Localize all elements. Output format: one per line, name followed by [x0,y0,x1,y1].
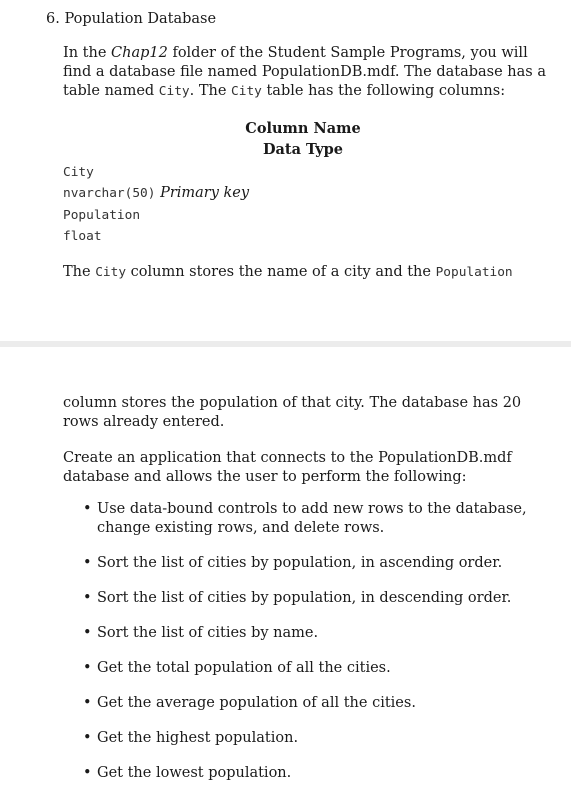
bullet-icon: • [83,765,92,781]
table-row-1-type [63,183,249,204]
bullet-icon: • [83,590,92,606]
stores-column-population: Population [435,265,513,280]
intro-text-4: table has the following columns: [261,83,506,99]
document-page-2 [0,347,571,808]
list-item: • Use data-bound controls to add new rows to the database, change existing rows, and delete rows. [83,501,527,536]
list-item: • Sort the list of cities by population, in ascending order. [83,555,503,571]
list-item: • Sort the list of cities by name. [83,625,319,641]
bullet-icon: • [83,555,92,571]
list-item: • Get the lowest population. [83,765,292,781]
document-page-1 [0,0,571,341]
bullet-icon: • [83,695,92,711]
table-row-2-type: float [63,229,102,244]
table-header-data-type: Data Type [262,141,344,158]
intro-table-name-2: City [231,84,262,99]
table-row-1-type-value: nvarchar(50) [63,186,156,201]
bullet-icon: • [83,501,92,517]
intro-folder-name: Chap12 [111,45,168,61]
bullet-icon: • [83,730,92,746]
intro-text-3: . The [189,83,232,99]
intro-table-name-1: City [158,84,190,99]
table-row-1-note: Primary key [160,185,250,201]
list-item: • Get the average population of all the cities. [83,695,416,711]
list-item: • Get the highest population. [83,730,299,746]
list-item: • Sort the list of cities by population, in descending order. [83,590,512,606]
intro-paragraph [63,44,553,101]
stores-column-city: City [95,265,127,280]
table-header-column-name: Column Name [245,120,361,137]
task-bullet-list [83,500,543,799]
intro-text-1: In the [63,45,112,61]
bullet-icon: • [83,660,92,676]
exercise-heading: 6. Population Database [46,11,217,27]
bullet-icon: • [83,625,92,641]
task-paragraph: Create an application that connects to the PopulationDB.mdf database and allows the user to perform the following: [63,450,512,485]
continued-paragraph: column stores the population of that city. The database has 20 rows already entered. [63,395,522,430]
table-row-1-name: City [63,165,94,180]
intro-text-2: folder of the Student Sample Programs, you will find a database file named PopulationDB.mdf. The database has a table named [63,45,546,99]
list-item: • Get the total population of all the cities. [83,660,391,676]
table-row-2-name: Population [63,208,141,223]
stores-paragraph: The City column stores the name of a city and the Population [63,264,513,280]
